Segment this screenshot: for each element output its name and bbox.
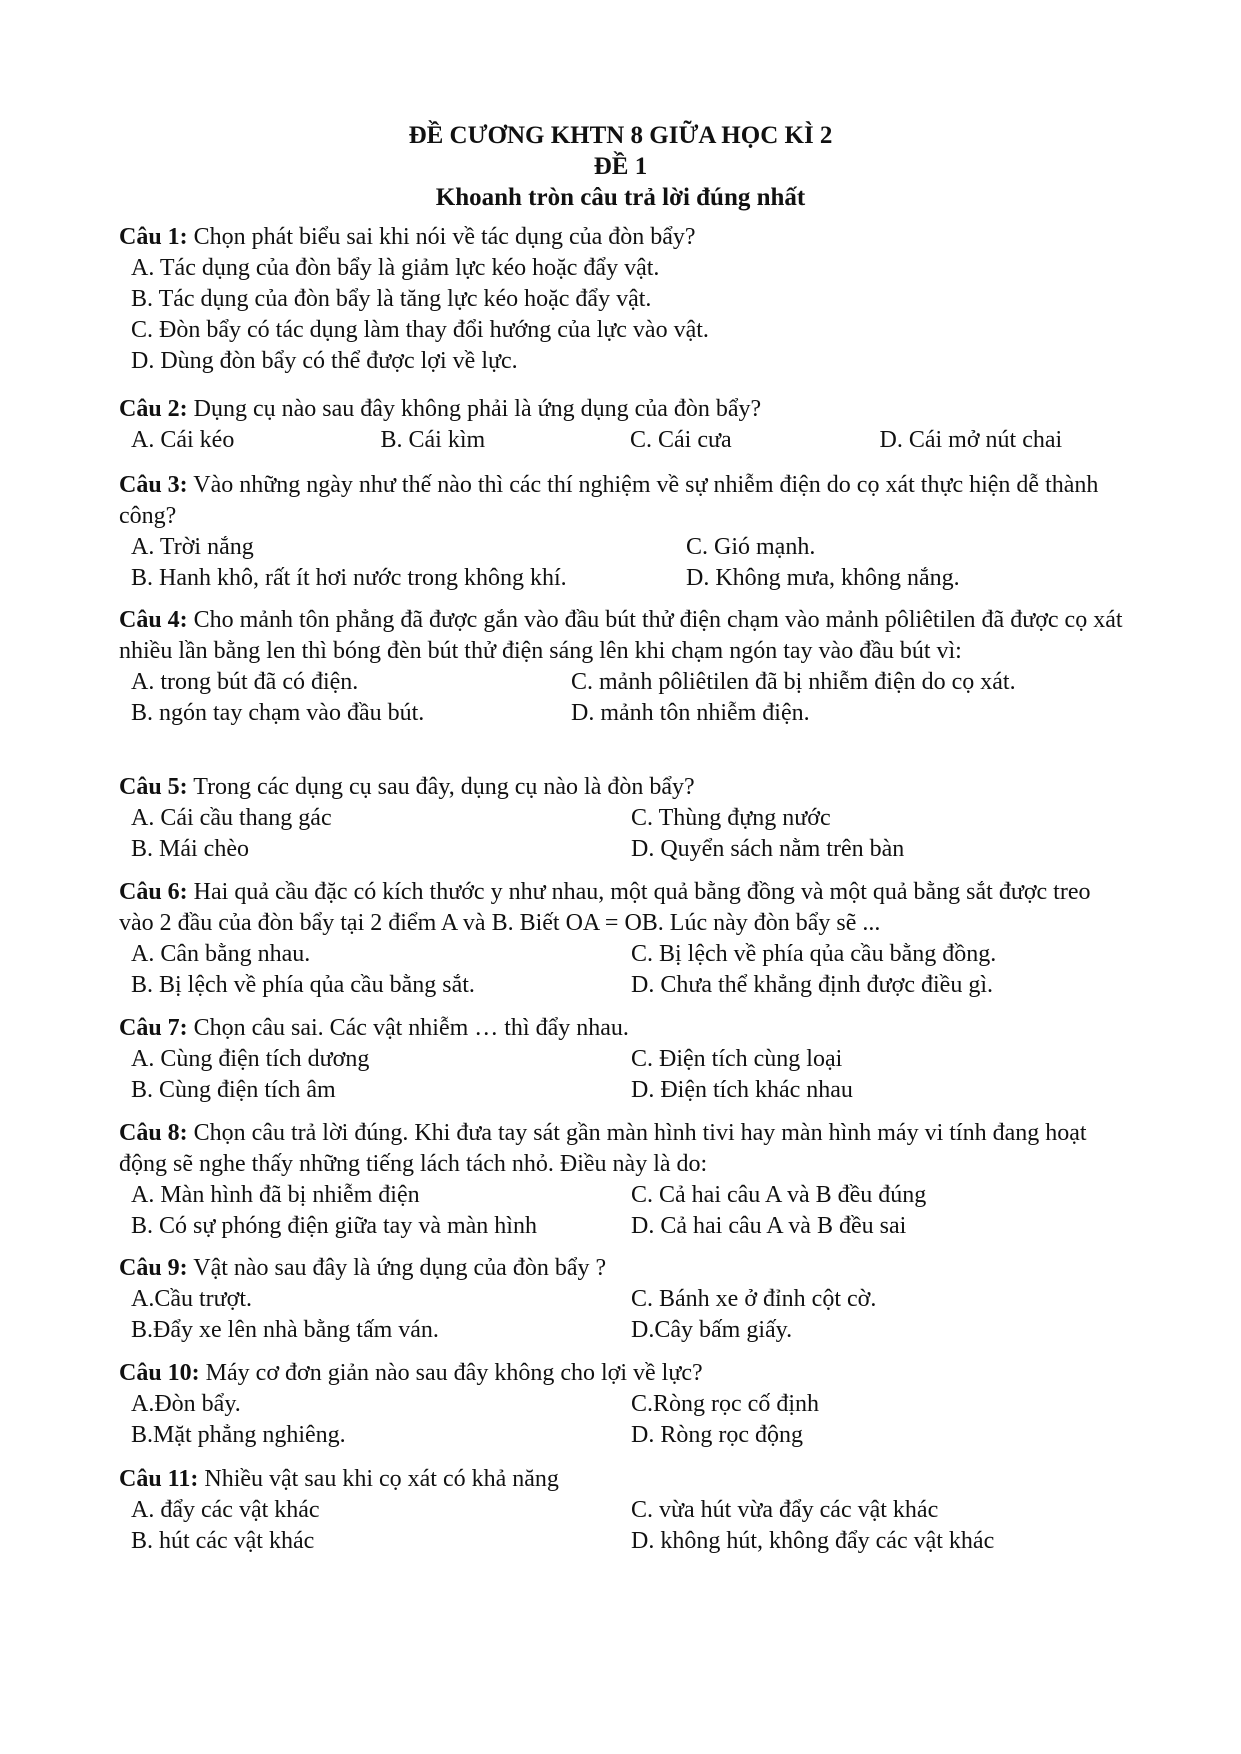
question-stem <box>119 1118 1129 1180</box>
option-a: A. Trời nắng <box>131 534 254 560</box>
option-b: B. Hanh khô, rất ít hơi nước trong không khí. <box>131 565 567 591</box>
question-label: Câu 1: <box>119 224 188 250</box>
question-2 <box>119 394 1129 456</box>
options-row <box>119 1526 1129 1557</box>
option-b: B. Cùng điện tích âm <box>131 1077 336 1103</box>
options-row <box>119 1315 1129 1346</box>
options-row <box>119 1044 1129 1075</box>
option-d: D. mảnh tôn nhiễm điện. <box>571 700 810 726</box>
question-label: Câu 7: <box>119 1015 188 1041</box>
question-1 <box>119 222 1129 377</box>
question-8 <box>119 1118 1129 1242</box>
option-d: D. Chưa thể khẳng định được điều gì. <box>631 972 993 998</box>
options-row <box>119 1495 1129 1526</box>
option-c: C.Ròng rọc cố định <box>631 1391 819 1417</box>
options-row <box>119 1389 1129 1420</box>
options-row <box>119 970 1129 1001</box>
question-text: Vào những ngày như thế nào thì các thí nghiệm về sự nhiễm điện do cọ xát thực hiện dễ thành công? <box>119 472 1099 529</box>
option-d: D. Ròng rọc động <box>631 1422 803 1448</box>
option-a: A. Cái kéo <box>131 427 235 453</box>
question-label: Câu 9: <box>119 1255 188 1281</box>
option-d: D. Dùng đòn bẩy có thể được lợi về lực. <box>131 348 518 374</box>
question-text: Dụng cụ nào sau đây không phải là ứng dụng của đòn bẩy? <box>193 396 762 422</box>
option-c: C. Cái cưa <box>630 427 732 453</box>
question-text: Chọn câu sai. Các vật nhiễm … thì đẩy nhau. <box>193 1015 629 1041</box>
option-b: B. Cái kìm <box>380 427 486 453</box>
question-10 <box>119 1358 1129 1451</box>
option-c: C. mảnh pôliêtilen đã bị nhiễm điện do cọ xát. <box>571 669 1016 695</box>
option-d: D. Quyển sách nằm trên bàn <box>631 836 905 862</box>
option-a: A. trong bút đã có điện. <box>131 669 359 695</box>
option-a: A. đẩy các vật khác <box>131 1497 320 1523</box>
question-label: Câu 6: <box>119 879 188 905</box>
option-c: C. Điện tích cùng loại <box>631 1046 843 1072</box>
document-instruction: Khoanh tròn câu trả lời đúng nhất <box>435 184 806 211</box>
question-stem <box>119 1013 1129 1044</box>
question-4 <box>119 605 1129 729</box>
question-11 <box>119 1464 1129 1557</box>
question-stem <box>119 772 1129 803</box>
option-d: D. không hút, không đẩy các vật khác <box>631 1528 995 1554</box>
document-title: ĐỀ CƯƠNG KHTN 8 GIỮA HỌC KÌ 2 <box>408 122 833 149</box>
option-b: B. ngón tay chạm vào đầu bút. <box>131 700 425 726</box>
option-b: B. hút các vật khác <box>131 1528 315 1554</box>
option-c: C. Cả hai câu A và B đều đúng <box>631 1182 927 1208</box>
question-stem <box>119 1358 1129 1389</box>
option-a: A. Cân bằng nhau. <box>131 941 311 967</box>
options-row <box>119 1284 1129 1315</box>
question-stem <box>119 470 1129 532</box>
options-row <box>119 939 1129 970</box>
question-stem <box>119 877 1129 939</box>
options-row <box>119 1180 1129 1211</box>
option-c: C. vừa hút vừa đẩy các vật khác <box>631 1497 939 1523</box>
question-5 <box>119 772 1129 865</box>
option-c: C. Bánh xe ở đỉnh cột cờ. <box>631 1286 877 1312</box>
option-b: B.Mặt phẳng nghiêng. <box>131 1422 346 1448</box>
question-label: Câu 11: <box>119 1466 199 1492</box>
option-c: C. Thùng đựng nước <box>631 805 831 831</box>
question-text: Chọn phát biểu sai khi nói về tác dụng của đòn bẩy? <box>193 224 696 250</box>
question-7 <box>119 1013 1129 1106</box>
option-c: C. Bị lệch về phía qủa cầu bằng đồng. <box>631 941 997 967</box>
options-row <box>119 667 1129 698</box>
question-label: Câu 4: <box>119 607 188 633</box>
option-a: A. Cùng điện tích dương <box>131 1046 370 1072</box>
question-stem <box>119 1464 1129 1495</box>
option-b: B. Bị lệch về phía qủa cầu bằng sắt. <box>131 972 475 998</box>
question-text: Vật nào sau đây là ứng dụng của đòn bẩy ? <box>193 1255 607 1281</box>
question-text: Hai quả cầu đặc có kích thước y như nhau, một quả bằng đồng và một quả bằng sắt được treo vào 2 đầu của đòn bẩy tại 2 điểm A và B. Biết OA = OB. Lúc này đòn bẩy sẽ ... <box>119 879 1091 936</box>
option-b: B. Mái chèo <box>131 836 249 862</box>
options-row <box>119 1075 1129 1106</box>
question-3 <box>119 470 1129 594</box>
question-stem <box>119 394 1129 425</box>
question-label: Câu 10: <box>119 1360 200 1386</box>
option-a: A.Đòn bẩy. <box>131 1391 241 1417</box>
document-subtitle: ĐỀ 1 <box>593 153 648 180</box>
question-label: Câu 5: <box>119 774 188 800</box>
question-label: Câu 8: <box>119 1120 188 1146</box>
options-row <box>119 1211 1129 1242</box>
question-stem <box>119 1253 1129 1284</box>
option-a: A. Tác dụng của đòn bẩy là giảm lực kéo hoặc đẩy vật. <box>131 255 660 281</box>
options-row <box>119 1420 1129 1451</box>
options-row <box>119 834 1129 865</box>
options-row <box>119 425 1129 456</box>
question-stem <box>119 222 1129 253</box>
option-b: B.Đẩy xe lên nhà bằng tấm ván. <box>131 1317 439 1343</box>
option-d: D.Cây bấm giấy. <box>631 1317 793 1343</box>
option-b: B. Tác dụng của đòn bẩy là tăng lực kéo hoặc đẩy vật. <box>131 286 652 312</box>
question-6 <box>119 877 1129 1001</box>
options-row <box>119 563 1129 594</box>
option-c: C. Đòn bẩy có tác dụng làm thay đổi hướng của lực vào vật. <box>131 317 709 343</box>
question-label: Câu 3: <box>119 472 188 498</box>
question-text: Chọn câu trả lời đúng. Khi đưa tay sát gần màn hình tivi hay màn hình máy vi tính đang hoạt động sẽ nghe thấy những tiếng lách tách nhỏ. Điều này là do: <box>119 1120 1087 1177</box>
option-a: A.Cầu trượt. <box>131 1286 253 1312</box>
question-stem <box>119 605 1129 667</box>
option-a: A. Cái cầu thang gác <box>131 805 332 831</box>
options-row <box>119 803 1129 834</box>
option-a: A. Màn hình đã bị nhiễm điện <box>131 1182 420 1208</box>
question-text: Máy cơ đơn giản nào sau đây không cho lợi về lực? <box>205 1360 703 1386</box>
option-d: D. Không mưa, không nắng. <box>686 565 960 591</box>
option-d: D. Cái mở nút chai <box>879 427 1063 453</box>
option-c: C. Gió mạnh. <box>686 534 816 560</box>
option-b: B. Có sự phóng điện giữa tay và màn hình <box>131 1213 537 1239</box>
option-d: D. Điện tích khác nhau <box>631 1077 853 1103</box>
option-d: D. Cả hai câu A và B đều sai <box>631 1213 907 1239</box>
question-9 <box>119 1253 1129 1346</box>
options-row <box>119 532 1129 563</box>
question-label: Câu 2: <box>119 396 188 422</box>
question-text: Cho mảnh tôn phẳng đã được gắn vào đầu bút thử điện chạm vào mảnh pôliêtilen đã được cọ xát nhiều lần bằng len thì bóng đèn bút thử điện sáng lên khi chạm ngón tay vào đầu bút vì: <box>119 607 1123 664</box>
question-text: Trong các dụng cụ sau đây, dụng cụ nào là đòn bẩy? <box>193 774 695 800</box>
options-row <box>119 698 1129 729</box>
question-text: Nhiều vật sau khi cọ xát có khả năng <box>204 1466 559 1492</box>
